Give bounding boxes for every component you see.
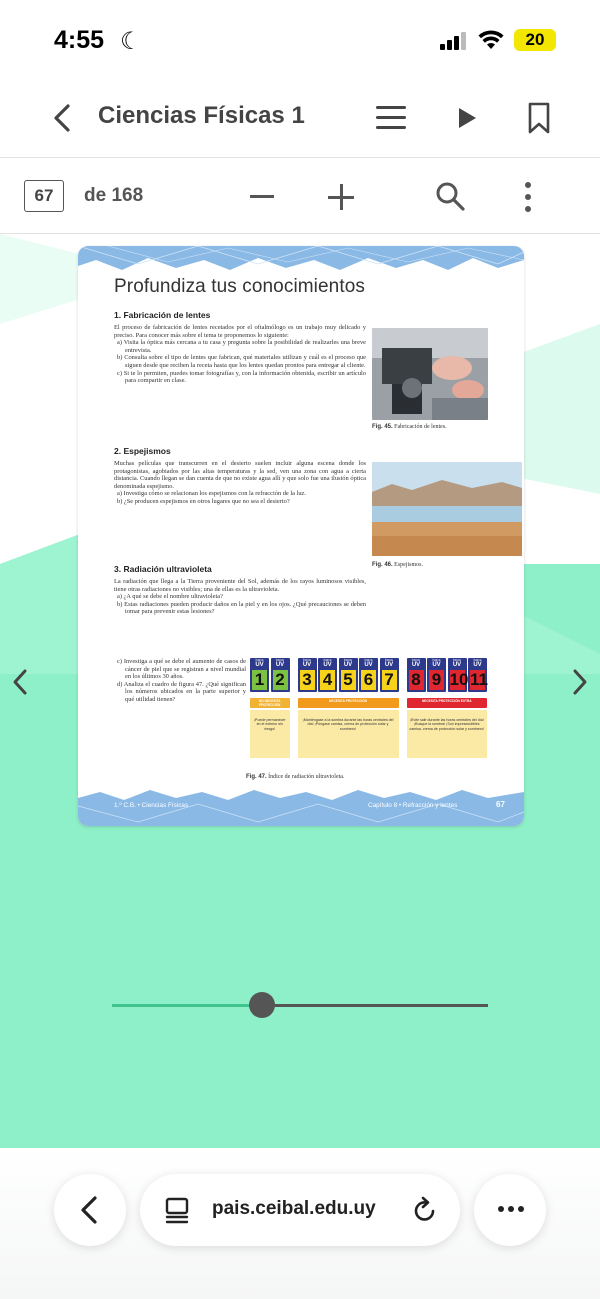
uv-tile-label: ÍNDICE [452, 659, 462, 662]
uv-level-tile [271, 658, 290, 692]
uv-tile-label: ÍNDICE [255, 659, 264, 662]
menu-icon[interactable] [376, 106, 406, 130]
uv-index-chart [250, 658, 488, 768]
list-item: a) Investiga cómo se relacionan los espejismos con la refracción de la luz. [117, 490, 306, 498]
uv-protection-band: NECESITA PROTECCIÓN [298, 698, 399, 708]
uv-level-number: 3 [300, 670, 315, 690]
bookmark-icon[interactable] [526, 102, 552, 134]
uv-advice-note: ¡Evite salir durante las horas centrales del día! ¡Busque la sombra! ¡Son imprescindibles camisa, crema de protección solar y sombrero! [407, 710, 488, 758]
figure-label: Fig. 47. [246, 774, 267, 780]
uv-level-tile [359, 658, 378, 692]
uv-tile-label: ÍNDICE [323, 659, 332, 662]
uv-tile-label: ÍNDICE [432, 659, 441, 662]
uv-tile-uv: UV [343, 662, 353, 668]
uv-level-number: 11 [470, 670, 488, 689]
uv-level-tile [407, 658, 426, 692]
footer-chapter: Capítulo 8 • Refracción y lentes [368, 802, 458, 809]
uv-level-number: 4 [320, 670, 335, 690]
uv-tile-label: ÍNDICE [384, 659, 394, 662]
figure-caption-47 [246, 774, 344, 780]
figure-label: Fig. 45. [372, 424, 393, 430]
figure-caption-46 [372, 562, 423, 568]
reader-header [0, 80, 600, 158]
uv-level-tile [427, 658, 446, 692]
uv-tile-uv: UV [411, 662, 421, 668]
back-chevron-icon [54, 1174, 126, 1246]
figure-caption-text: Espejismos. [394, 562, 424, 568]
list-item: a) ¿A qué se debe el nombre ultravioleta? [117, 593, 223, 601]
address-bar[interactable] [140, 1174, 460, 1246]
book-title: Ciencias Físicas 1 [98, 102, 305, 129]
previous-page-arrow[interactable] [8, 664, 32, 700]
wifi-icon [478, 29, 504, 51]
more-dots-icon [496, 1206, 526, 1214]
uv-tile-label: ÍNDICE [302, 659, 312, 662]
uv-group [407, 658, 488, 768]
uv-tile-uv: UV [302, 662, 312, 668]
paragraph: Muchas películas que transcurren en el desierto suelen incluir alguna escena donde los protagonistas, agobiados por las altas temperaturas y la sed, ven una zona con agua a cierta distancia. Cuando llegan se dan cuenta de que no existe agua allí y que solo fue una ilusión óptica denominada espejismo. [114, 460, 366, 490]
page-slider-fill [112, 1004, 262, 1007]
uv-tile-uv: UV [275, 662, 285, 668]
uv-tile-label: ÍNDICE [364, 659, 373, 662]
uv-tile-uv: UV [255, 662, 264, 668]
figure-label: Fig. 46. [372, 562, 393, 568]
section-heading-mirages: 2. Espejismos [114, 446, 171, 456]
mirage-photo [372, 462, 522, 556]
uv-tile-label: ÍNDICE [275, 659, 285, 662]
section-text-uv [114, 578, 366, 616]
uv-level-number: 6 [361, 670, 376, 690]
zoom-in-icon[interactable] [328, 184, 354, 210]
uv-advice-note: ¡Puede permanecer en el exterior sin riesgo! [250, 710, 290, 758]
page-heading: Profundiza tus conocimientos [114, 276, 365, 297]
uv-tile-uv: UV [432, 662, 441, 668]
uv-level-number: 9 [429, 670, 444, 690]
list-item: a) Visita la óptica más cercana a tu casa y pregunta sobre la posibilidad de realizarles una breve entrevista. [117, 339, 366, 354]
uv-level-tile [298, 658, 317, 692]
book-page [78, 246, 524, 826]
more-options-icon[interactable] [524, 182, 532, 212]
figure-caption-45 [372, 424, 447, 430]
list-item: c) Si te lo permiten, puedes tomar fotografías y, con la información obtenida, escribir un artículo para compartir en clase. [117, 369, 366, 385]
next-page-arrow[interactable] [568, 664, 592, 700]
uv-level-tile [339, 658, 358, 692]
uv-group [298, 658, 399, 768]
list-item: b) ¿Se producen espejismos en otros lugares que no sea el desierto? [117, 497, 290, 505]
list-item: c) Investiga a qué se debe el aumento de casos de cáncer de piel que se registran a nivel mundial en los últimos 30 años. [117, 658, 246, 681]
status-time: 4:55 [54, 26, 105, 54]
uv-protection-band: NO NECESITA PROTECCIÓN [250, 698, 290, 708]
browser-more-button[interactable] [474, 1174, 546, 1246]
back-chevron-icon[interactable] [48, 98, 78, 138]
footer-course: 1.º C.B. • Ciencias Físicas [114, 802, 189, 809]
browser-back-button[interactable] [54, 1174, 126, 1246]
uv-tile-uv: UV [452, 662, 462, 668]
section-heading-lenses: 1. Fabricación de lentes [114, 310, 211, 320]
uv-tile-label: ÍNDICE [343, 659, 353, 662]
footer-page-number: 67 [496, 800, 505, 809]
url-text: pais.ceibal.edu.uy [212, 1198, 376, 1219]
battery-indicator: 20 [514, 29, 556, 51]
list-item: b) Estas radiaciones pueden producir daños en la piel y en los ojos. ¿Qué precauciones se deben tomar para prevenir estas lesiones? [117, 600, 366, 616]
figure-caption-text: Índice de radiación ultravioleta. [268, 774, 345, 780]
uv-tile-uv: UV [384, 662, 394, 668]
page-top-decoration [78, 246, 524, 276]
uv-tile-uv: UV [364, 662, 373, 668]
list-item: d) Analiza el cuadro de figura 47. ¿Qué significan los números ubicados en la parte superior y qué utilidad tienen? [117, 680, 246, 703]
page-total-label: de 168 [84, 185, 144, 206]
page-toolbar [0, 158, 600, 234]
uv-level-tile [468, 658, 487, 692]
section-text-lenses [114, 324, 366, 385]
uv-tile-label: ÍNDICE [473, 659, 482, 662]
cellular-signal-icon [440, 32, 466, 50]
uv-protection-band: NECESITA PROTECCIÓN EXTRA [407, 698, 488, 708]
uv-level-tile [380, 658, 399, 692]
uv-advice-note: ¡Manténgase a la sombra durante las horas centrales del día! ¡Póngase camisa, crema de protección solar y sombrero! [298, 710, 399, 758]
page-viewer[interactable] [0, 234, 600, 1148]
uv-tile-uv: UV [323, 662, 332, 668]
uv-level-number: 8 [409, 670, 424, 690]
page-number-input[interactable]: 67 [24, 180, 64, 212]
uv-level-number: 7 [382, 670, 397, 690]
tab-overview-icon[interactable] [164, 1196, 190, 1224]
browser-bottom-bar [0, 1148, 600, 1299]
zoom-out-icon[interactable] [250, 195, 274, 198]
uv-level-tile [250, 658, 269, 692]
uv-level-number: 5 [341, 670, 356, 690]
section-text-uv-narrow [114, 658, 246, 704]
search-icon[interactable] [434, 180, 466, 212]
play-icon[interactable] [456, 106, 478, 130]
figure-caption-text: Fabricación de lentes. [394, 424, 447, 430]
uv-level-number: 2 [273, 670, 288, 690]
uv-group [250, 658, 290, 768]
reload-icon[interactable] [412, 1196, 438, 1224]
uv-tile-uv: UV [473, 662, 482, 668]
paragraph: El proceso de fabricación de lentes recetados por el oftalmólogo es un trabajo muy delicado y preciso. Para conocer más sobre el tema te proponemos lo siguiente: [114, 324, 366, 339]
uv-tile-label: ÍNDICE [411, 659, 421, 662]
uv-level-tile [318, 658, 337, 692]
paragraph: La radiación que llega a la Tierra proveniente del Sol, además de los rayos luminosos visibles, tiene otras radiaciones no visibles; una de ellas es la ultravioleta. [114, 578, 366, 593]
moon-icon: ☾ [120, 28, 142, 55]
lens-fabrication-photo [372, 328, 488, 420]
uv-level-tile [448, 658, 467, 692]
section-text-mirages [114, 460, 366, 506]
uv-level-number: 10 [449, 670, 469, 689]
status-bar [0, 0, 600, 80]
section-heading-uv: 3. Radiación ultravioleta [114, 564, 212, 574]
list-item: b) Consulta sobre el tipo de lentes que fabrican, qué materiales utilizan y cuál es el proceso que siguen desde que reciben la receta hasta que los lentes quedan prontos para entregar al cliente. [117, 354, 366, 369]
uv-level-number: 1 [252, 670, 267, 690]
